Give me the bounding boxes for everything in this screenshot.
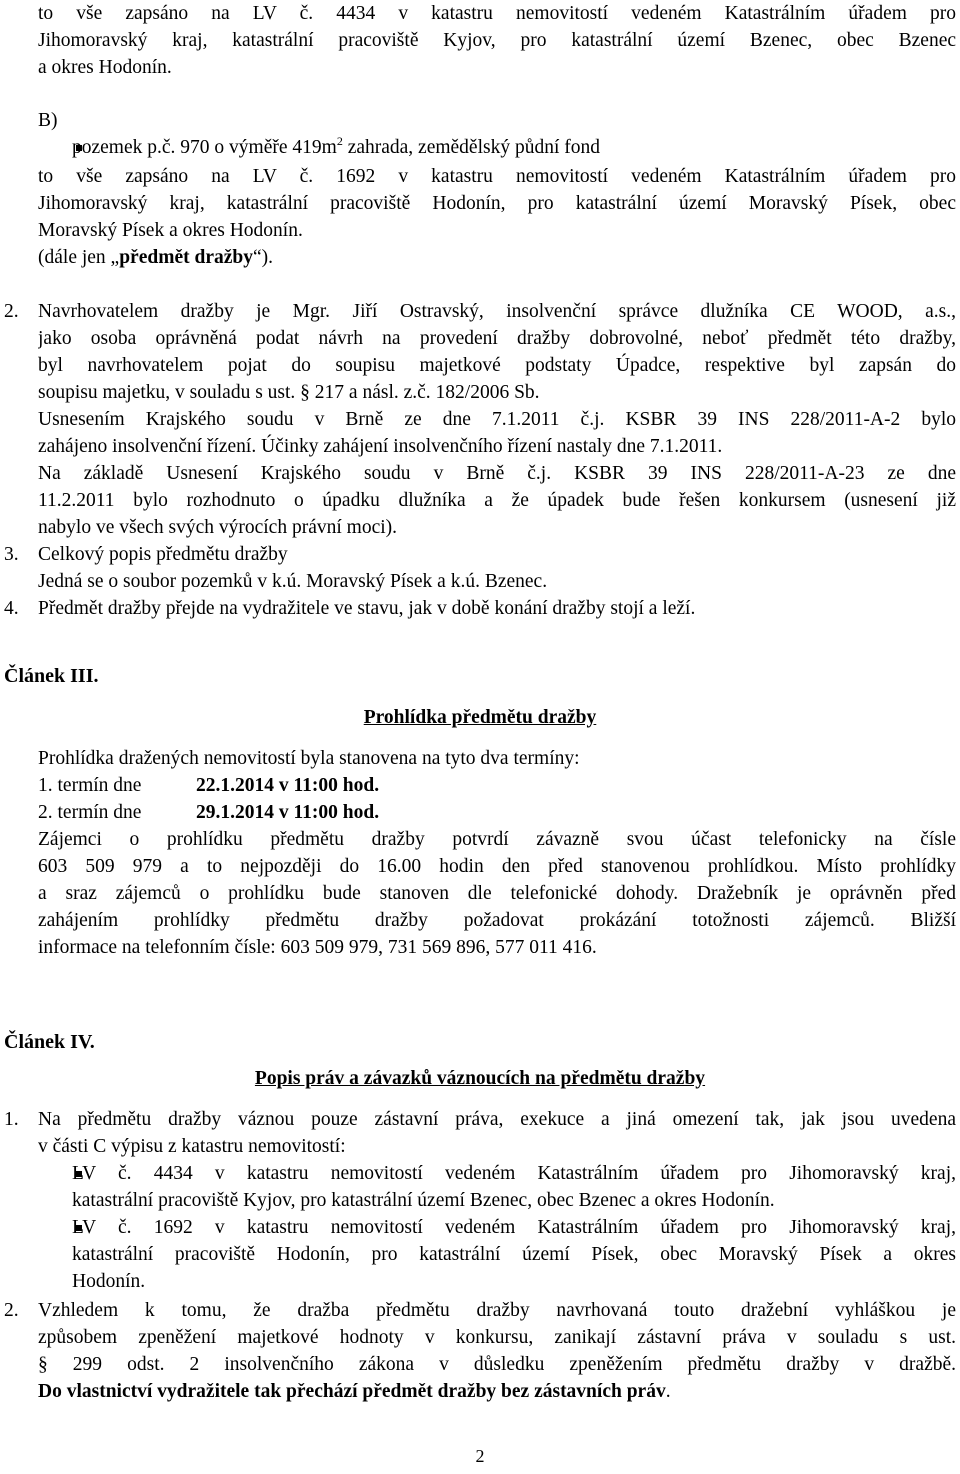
item-number: 4. <box>4 598 19 619</box>
paragraph-line: Jedná se o soubor pozemků v k.ú. Moravský Písek a k.ú. Bzenec. <box>38 571 548 592</box>
paragraph-line: zahájením prohlídky předmětu dražby požadovat prokázání totožnosti zájemců. Bližší <box>38 910 956 931</box>
paragraph-line: informace na telefonním čísle: 603 509 979, 731 569 896, 577 011 416. <box>38 937 597 958</box>
bold-statement: Do vlastnictví vydražitele tak přechází předmět dražby bez zástavních práv <box>38 1381 666 1402</box>
paragraph-line: Moravský Písek a okres Hodonín. <box>38 220 303 241</box>
bullet-text-continued: katastrální pracoviště Hodonín, pro katastrální území Písek, obec Moravský Písek a okres <box>72 1244 956 1265</box>
paragraph-line: Prohlídka dražených nemovitostí byla stanovena na tyto dva termíny: <box>38 748 580 769</box>
paragraph-line: jako osoba oprávněná podat návrh na provedení dražby dobrovolné, neboť předmět této dražby, <box>38 328 956 349</box>
paragraph-line: způsobem zpeněžení majetkové hodnoty v konkursu, zanikají zástavní práva v souladu s ust. <box>38 1327 956 1348</box>
paragraph-line: zahájeno insolvenční řízení. Účinky zahájení insolvenčního řízení nastaly dne 7.1.2011. <box>38 436 723 457</box>
paragraph-line: a sraz zájemců o prohlídku bude stanoven dle telefonické dohody. Dražebník je oprávněn před <box>38 883 956 904</box>
bullet-item <box>38 1160 956 1187</box>
paragraph-line: Na základě Usnesení Krajského soudu v Brně č.j. KSBR 39 INS 228/2011-A-23 ze dne <box>38 463 956 484</box>
intro-line: a okres Hodonín. <box>38 57 172 78</box>
paragraph-line: Na předmětu dražby váznou pouze zástavní práva, exekuce a jiná omezení tak, jak jsou uvedena <box>38 1109 956 1130</box>
item-number: 2. <box>4 1300 19 1321</box>
article-heading: Článek III. <box>4 665 99 687</box>
paragraph-line: nabylo ve všech svých výrocích právní moci). <box>38 517 398 538</box>
bullet-text: LV č. 4434 v katastru nemovitostí vedeném Katastrálním úřadem pro Jihomoravský kraj, <box>72 1163 956 1184</box>
bullet-text-continued: Hodonín. <box>72 1271 146 1292</box>
definition-line: (dále jen „předmět dražby“). <box>38 247 274 268</box>
paragraph-line: 603 509 979 a to nejpozději do 16.00 hodin den před stanovenou prohlídkou. Místo prohlídky <box>38 856 956 877</box>
paragraph-line: Celkový popis předmětu dražby <box>38 544 288 565</box>
defined-term: předmět dražby <box>119 247 253 268</box>
bullet-item <box>38 134 956 161</box>
article-title: Prohlídka předmětu dražby <box>363 707 597 728</box>
article-heading: Článek IV. <box>4 1031 95 1053</box>
article-title: Popis práv a závazků váznoucích na předmětu dražby <box>254 1068 706 1089</box>
bullet-text: LV č. 1692 v katastru nemovitostí vedeném Katastrálním úřadem pro Jihomoravský kraj, <box>72 1217 956 1238</box>
intro-line: to vše zapsáno na LV č. 4434 v katastru nemovitostí vedeném Katastrálním úřadem pro <box>38 3 956 24</box>
item-number: 3. <box>4 544 19 565</box>
paragraph-line: Zájemci o prohlídku předmětu dražby potvrdí závazně svou účast telefonicky na čísle <box>38 829 956 850</box>
bullet-text-continued: katastrální pracoviště Kyjov, pro katastrální území Bzenec, obec Bzenec a okres Hodonín. <box>72 1190 775 1211</box>
paragraph-line: Usnesením Krajského soudu v Brně ze dne 7.1.2011 č.j. KSBR 39 INS 228/2011-A-2 bylo <box>38 409 956 430</box>
paragraph-line: byl navrhovatelem pojat do soupisu majetkové podstaty Úpadce, respektive byl zapsán do <box>38 355 956 376</box>
intro-line: Jihomoravský kraj, katastrální pracoviště Kyjov, pro katastrální území Bzenec, obec Bzenec <box>38 30 956 51</box>
paragraph-line: 11.2.2011 bylo rozhodnuto o úpadku dlužníka a že úpadek bude řešen konkursem (usnesení již <box>38 490 956 511</box>
paragraph-line: Jihomoravský kraj, katastrální pracoviště Hodonín, pro katastrální území Moravský Písek, obec <box>38 193 956 214</box>
viewing-term-1: 1. termín dne 22.1.2014 v 11:00 hod. <box>38 775 380 796</box>
paragraph-line: Navrhovatelem dražby je Mgr. Jiří Ostravský, insolvenční správce dlužníka CE WOOD, a.s., <box>38 301 956 322</box>
bullet-text: pozemek p.č. 970 o výměře $419m^2$ zahrada, zemědělský půdní fond <box>72 134 601 158</box>
viewing-term-2: 2. termín dne 29.1.2014 v 11:00 hod. <box>38 802 380 823</box>
section-label-b: B) <box>38 110 58 131</box>
item-number: 2. <box>4 301 19 322</box>
paragraph-line: v části C výpisu z katastru nemovitostí: <box>38 1136 346 1157</box>
paragraph-line: to vše zapsáno na LV č. 1692 v katastru nemovitostí vedeném Katastrálním úřadem pro <box>38 166 956 187</box>
paragraph-line: soupisu majetku, v souladu s ust. § 217 a násl. z.č. 182/2006 Sb. <box>38 382 540 403</box>
bullet-item <box>38 1214 956 1241</box>
page-number: 2 <box>475 1446 485 1466</box>
paragraph-line: § 299 odst. 2 insolvenčního zákona v důsledku zpeněžením předmětu dražby v dražbě. <box>38 1354 956 1375</box>
paragraph-line: Do vlastnictví vydražitele tak přechází předmět dražby bez zástavních práv. <box>38 1381 671 1402</box>
paragraph-line: Vzhledem k tomu, že dražba předmětu dražby navrhovaná touto dražební vyhláškou je <box>38 1300 956 1321</box>
paragraph-line: Předmět dražby přejde na vydražitele ve stavu, jak v době konání dražby stojí a leží. <box>38 598 696 619</box>
item-number: 1. <box>4 1109 19 1130</box>
